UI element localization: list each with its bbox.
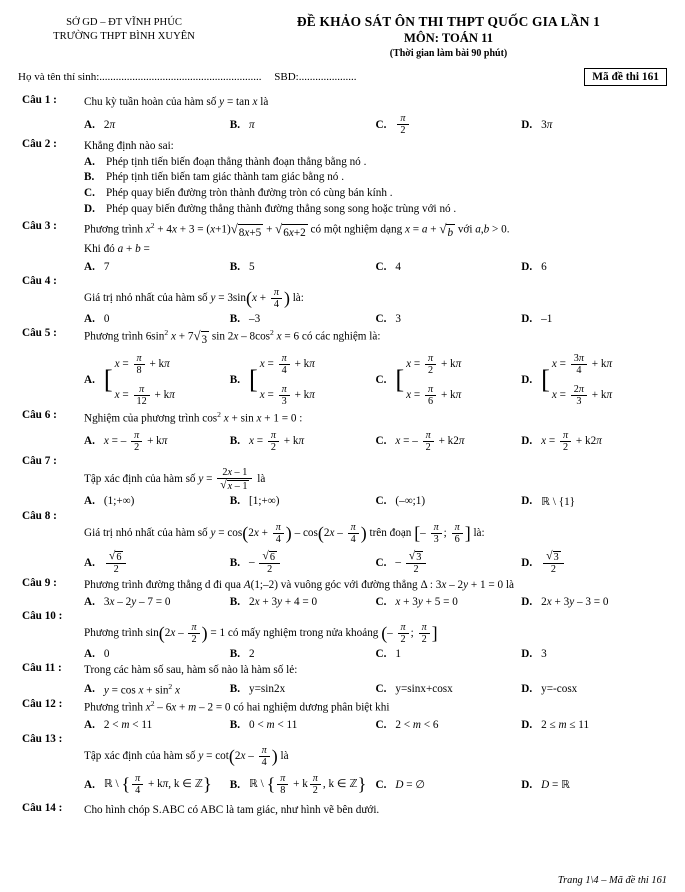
option-letter: A.: [84, 648, 95, 661]
option-letter: B.: [229, 778, 241, 791]
option-text: Phép tịnh tiến biến đoạn thẳng thành đoạn thẳng bằng nó .: [106, 155, 367, 168]
answer-option[interactable]: [376, 719, 522, 731]
option-letter: A.: [84, 118, 95, 131]
answer-option[interactable]: [376, 261, 522, 273]
question-text: Nghiệm của phương trình $\cos^2 x + \sin x + 1 = 0$ :: [84, 409, 303, 425]
question-12: [18, 698, 667, 716]
option-text: 0: [103, 312, 110, 325]
question-text: Phương trình $x^2 - 6x + m - 2 = 0$ có hai nghiệm dương phân biệt khi: [84, 699, 390, 715]
question-6: [18, 409, 667, 427]
option-text: 2 ≤ m ≤ 11: [541, 719, 590, 732]
option-text: 3π: [541, 118, 553, 131]
answer-option[interactable]: [84, 261, 230, 273]
question-3-sub: Khi đó a + b =: [84, 243, 150, 256]
question-label: Câu 2 :: [22, 138, 57, 151]
option-text: ℝ \ { $\frac{\pi}{8}$ + k $\frac{\pi}{2}$ , k ∈ ℤ}: [249, 773, 367, 797]
question-label: Câu 8 :: [22, 509, 57, 522]
exam-code-box: Mã đề thi 161: [584, 68, 667, 86]
answers-13: [18, 773, 667, 796]
question-5: [18, 327, 667, 348]
option-text: y=sinx+cosx: [395, 682, 453, 695]
question-label: Câu 12 :: [22, 698, 63, 711]
question-2: [18, 138, 667, 154]
option-letter: C.: [375, 719, 387, 732]
option-text: 2 < m < 6: [395, 719, 439, 732]
option-text: (1;+∞): [103, 495, 135, 508]
option-text: y=-cosx: [541, 682, 578, 695]
option-letter: B.: [229, 648, 241, 661]
option-text: 5: [249, 260, 255, 273]
option-text: –3: [249, 312, 261, 325]
option-text: D = ℝ: [541, 779, 570, 792]
answer-option[interactable]: [84, 719, 230, 731]
page-header: [18, 14, 667, 59]
answer-option[interactable]: [376, 550, 522, 575]
answer-option[interactable]: [521, 596, 667, 608]
answers-5: [18, 353, 667, 407]
answer-option[interactable]: [230, 719, 376, 731]
answer-option[interactable]: [84, 550, 230, 575]
question-label: Câu 11 :: [22, 662, 62, 675]
option-letter: A.: [84, 260, 95, 273]
question-label: Câu 9 :: [22, 577, 57, 590]
answer-option[interactable]: [84, 773, 230, 796]
fullname-label: Họ và tên thí sinh:: [18, 71, 100, 83]
option-text: [ x = $\frac{3\pi}{4}$ + kπ x = $\frac{2\pi}{3}$ + kπ: [541, 352, 613, 407]
fullname-field[interactable]: ...........................................................: [99, 71, 262, 83]
answer-option[interactable]: [230, 261, 376, 273]
option-text: x = – $\frac{\pi}{2}$ + kπ: [103, 429, 168, 453]
option-text: √ 6 2: [104, 550, 129, 575]
option-letter: D.: [521, 556, 533, 569]
answer-option[interactable]: [521, 119, 667, 131]
answer-option[interactable]: [84, 682, 230, 697]
answer-option[interactable]: [376, 430, 522, 453]
answers-4: [18, 313, 667, 325]
question-11: [18, 662, 667, 678]
option-letter: C.: [375, 648, 387, 661]
option-text: π: [249, 118, 255, 131]
question-label: Câu 13 :: [22, 733, 63, 746]
answer-option[interactable]: [84, 119, 230, 131]
answer-option[interactable]: [376, 113, 522, 136]
option-letter: B.: [84, 171, 95, 184]
option-letter: A.: [84, 682, 95, 695]
option-text: 3x – 2y – 7 = 0: [103, 596, 171, 609]
question-text: Khẳng định nào sai:: [84, 140, 174, 153]
answer-option[interactable]: [376, 353, 522, 407]
sbd-field[interactable]: .....................: [298, 71, 357, 83]
option-text: x = $\frac{\pi}{2}$ + k2π: [541, 429, 602, 453]
candidate-info-line: [18, 68, 667, 86]
option-letter: C.: [84, 187, 95, 200]
exam-title-block: [230, 14, 667, 59]
option-text: 2: [249, 648, 255, 661]
question-label: Câu 3 :: [22, 220, 57, 233]
question-text: Cho hình chóp S.ABC có ABC là tam giác, như hình vẽ bên dưới.: [84, 804, 380, 817]
question-label: Câu 10 :: [22, 610, 63, 623]
answer-option[interactable]: [230, 773, 376, 796]
answer-option[interactable]: [521, 683, 667, 695]
question-13-text: Tập xác định của hàm số y = cot(2x – $\frac{\pi}{4}$ ) là: [84, 745, 289, 769]
question-7-text: Tập xác định của hàm số y = 2x – 1 √ x – 1 là: [84, 466, 266, 492]
option-letter: D.: [521, 596, 533, 609]
answer-option[interactable]: [376, 313, 522, 325]
question-8-text: Giá trị nhỏ nhất của hàm số y = cos(2x + $\frac{\pi}{4}$ ) – cos(2x – $\frac{\pi}{4}$ ) trên đoạn [– $\frac{\pi}{3}$ ; $\frac{\pi}{6}$ ] là:: [84, 521, 485, 545]
option-text: – √ 6 2: [249, 550, 282, 575]
option-letter: D.: [521, 778, 533, 791]
answers-10: [18, 648, 667, 660]
question-label: Câu 14 :: [22, 802, 63, 815]
option-letter: D.: [84, 203, 95, 216]
option-letter: D.: [521, 312, 533, 325]
option-text: 7: [103, 260, 110, 273]
option-letter: A.: [84, 155, 95, 168]
option-letter: B.: [229, 435, 241, 448]
option-text: √ 3 2: [541, 550, 566, 575]
question-label: Câu 4 :: [22, 274, 57, 287]
answers-11: [18, 682, 667, 697]
option-text: – √ 3 2: [395, 550, 428, 575]
option-text: x = – $\frac{\pi}{2}$ + k2π: [395, 429, 465, 453]
question-8: [18, 510, 667, 522]
option-letter: D.: [521, 373, 533, 386]
option-letter: B.: [229, 596, 241, 609]
option-text: Phép tịnh tiến biến tam giác thành tam giác bằng nó .: [106, 171, 344, 184]
page-title: ĐỀ KHẢO SÁT ÔN THI THPT QUỐC GIA LẦN 1: [296, 14, 601, 29]
answer-option[interactable]: [521, 778, 667, 791]
answer-option[interactable]: [84, 648, 230, 660]
question-label: Câu 1 :: [22, 94, 57, 106]
option-text: $\frac{\pi}{2}$: [395, 113, 410, 136]
option-text: –1: [541, 312, 553, 325]
option-letter: A.: [84, 778, 95, 791]
statement-option[interactable]: [84, 155, 667, 171]
answer-option[interactable]: [376, 648, 522, 660]
question-14: [18, 802, 667, 818]
option-text: x = $\frac{\pi}{2}$ + kπ: [249, 429, 305, 453]
question-text: Phương trình $x^2 + 4x + 3 = (x+1)$ √ 8x+5 + √ 6x+2 có một nghiệm dạng x = a + √ b với a,b > 0.: [84, 220, 667, 241]
answer-option[interactable]: [521, 353, 667, 407]
school-name: TRƯỜNG THPT BÌNH XUYÊN: [53, 30, 195, 42]
option-text: [ x = $\frac{\pi}{2}$ + kπ x = $\frac{\pi}{6}$ + kπ: [395, 352, 462, 407]
question-label: Câu 7 :: [22, 454, 57, 467]
question-13: [18, 733, 667, 745]
answers-1: [18, 113, 667, 136]
answer-option[interactable]: [230, 313, 376, 325]
question-label: Câu 6 :: [22, 408, 57, 421]
option-text: 3: [541, 648, 547, 661]
answer-option[interactable]: [521, 550, 667, 575]
question-text: Phương trình $6\sin^2$ x + 7 √ 3 $\sin 2x - 8\cos^2$ x = 6 có các nghiệm là:: [84, 327, 667, 348]
question-7: [18, 455, 667, 467]
option-letter: B.: [229, 556, 241, 569]
answer-option[interactable]: [521, 261, 667, 273]
option-text: 2x + 3y – 3 = 0: [541, 596, 609, 609]
answer-option[interactable]: [230, 430, 376, 453]
question-3: [18, 220, 667, 241]
option-text: Phép quay biến đường tròn thành đường tròn có cùng bán kính .: [106, 187, 393, 200]
option-letter: B.: [229, 312, 241, 325]
option-letter: C.: [375, 373, 387, 386]
option-text: 4: [395, 260, 401, 273]
answer-option[interactable]: [230, 353, 376, 407]
option-text: (–∞;1): [395, 495, 426, 508]
statement-option[interactable]: [84, 186, 667, 202]
option-letter: D.: [521, 435, 533, 448]
option-text: 6: [541, 260, 547, 273]
statement-option[interactable]: [84, 202, 667, 218]
option-text: 0 < m < 11: [249, 719, 298, 732]
answer-option[interactable]: [521, 495, 667, 508]
answer-option[interactable]: [521, 719, 667, 731]
option-letter: C.: [375, 682, 387, 695]
option-letter: C.: [375, 118, 387, 131]
option-text: ℝ \ {1}: [541, 495, 576, 508]
answer-option[interactable]: [84, 596, 230, 608]
answer-option[interactable]: [84, 353, 230, 407]
option-text: ℝ \ { $\frac{\pi}{4}$ + kπ, k ∈ ℤ}: [103, 773, 212, 797]
option-letter: D.: [521, 682, 533, 695]
option-letter: A.: [84, 312, 95, 325]
answers-3: [18, 261, 667, 273]
question-10-text: Phương trình sin(2x – $\frac{\pi}{2}$ ) = 1 có mấy nghiệm trong nửa khoảng (– $\frac{\pi}{2}$ ; $\frac{\pi}{2}$ ]: [84, 622, 438, 646]
option-text: x + 3y + 5 = 0: [395, 596, 458, 609]
option-letter: A.: [84, 556, 95, 569]
option-letter: C.: [375, 495, 387, 508]
option-letter: B.: [229, 118, 241, 131]
question-10: [18, 610, 667, 622]
option-letter: B.: [229, 682, 241, 695]
option-letter: C.: [375, 556, 387, 569]
answers-6: [18, 430, 667, 453]
option-text: 2 < m < 11: [103, 719, 153, 732]
option-letter: B.: [229, 373, 241, 386]
option-letter: C.: [375, 435, 387, 448]
option-letter: B.: [229, 495, 241, 508]
answer-option[interactable]: [84, 430, 230, 453]
answer-option[interactable]: [521, 430, 667, 453]
option-text: y=sin2x: [249, 682, 286, 695]
answer-option[interactable]: [230, 683, 376, 695]
option-letter: C.: [375, 596, 387, 609]
question-9: [18, 577, 667, 593]
answers-7: [18, 495, 667, 508]
answers-12: [18, 719, 667, 731]
question-text: Phương trình đường thẳng d đi qua A(1;–2) và vuông góc với đường thẳng Δ : 3x – 2y + 1 = 0 là: [84, 579, 514, 592]
question-4-text: Giá trị nhỏ nhất của hàm số y = 3sin(x + $\frac{\pi}{4}$ ) là:: [84, 286, 304, 310]
option-text: D = ∅: [395, 779, 426, 792]
option-letter: D.: [521, 648, 533, 661]
duration-note: (Thời gian làm bài 90 phút): [389, 48, 508, 59]
answer-option[interactable]: [230, 495, 376, 507]
answers-8: [18, 550, 667, 575]
statement-option[interactable]: [84, 170, 667, 186]
option-letter: B.: [229, 260, 241, 273]
option-text: 2π: [103, 118, 116, 131]
option-letter: D.: [521, 118, 533, 131]
question-text: Chu kỳ tuần hoàn của hàm số y = tan x là: [84, 96, 269, 108]
answer-option[interactable]: [230, 550, 376, 575]
option-letter: C.: [375, 312, 387, 325]
option-text: [1;+∞): [249, 495, 280, 508]
answers-9: [18, 596, 667, 608]
option-text: [ x = $\frac{\pi}{4}$ + kπ x = $\frac{\pi}{3}$ + kπ: [249, 352, 315, 407]
statements-2: [18, 155, 667, 219]
option-letter: D.: [521, 495, 533, 508]
answer-option[interactable]: [376, 495, 522, 507]
option-letter: C.: [375, 260, 387, 273]
answer-option[interactable]: [230, 596, 376, 608]
option-text: 2x + 3y + 4 = 0: [249, 596, 318, 609]
answer-option[interactable]: [230, 648, 376, 660]
school-block: [18, 14, 230, 43]
option-letter: C.: [375, 778, 387, 791]
answer-option[interactable]: [84, 313, 230, 325]
option-text: [ x = $\frac{\pi}{8}$ + kπ x = $\frac{\pi}{12}$ + kπ: [103, 352, 175, 407]
option-letter: A.: [84, 373, 95, 386]
answer-option[interactable]: [376, 683, 522, 695]
option-letter: A.: [84, 596, 95, 609]
answer-option[interactable]: [376, 596, 522, 608]
option-letter: A.: [84, 719, 95, 732]
option-letter: A.: [84, 495, 95, 508]
option-text: Phép quay biến đường thẳng thành đường thẳng song song hoặc trùng với nó .: [106, 203, 457, 216]
question-label: Câu 5 :: [22, 326, 57, 339]
answer-option[interactable]: [521, 313, 667, 325]
sbd-label: SBD:: [274, 71, 299, 83]
answer-option[interactable]: [230, 119, 376, 131]
option-letter: D.: [521, 260, 533, 273]
option-text: 1: [395, 648, 401, 661]
question-text: Trong các hàm số sau, hàm số nào là hàm số lẻ:: [84, 664, 298, 677]
option-text: 3: [395, 312, 401, 325]
option-letter: B.: [229, 719, 241, 732]
option-text: $y = \cos x + \sin^2 x$: [103, 681, 180, 697]
option-letter: D.: [521, 719, 533, 732]
answer-option[interactable]: [521, 648, 667, 660]
subject-title: MÔN: TOÁN 11: [403, 31, 494, 45]
option-letter: A.: [84, 435, 95, 448]
question-4: [18, 275, 667, 287]
answer-option[interactable]: [376, 778, 522, 791]
question-1: [18, 94, 667, 110]
option-text: 0: [103, 648, 110, 661]
questions-list: [18, 94, 667, 819]
page-footer: Trang 1\4 – Mã đề thi 161: [557, 875, 667, 886]
department-name: SỞ GD – ĐT VĨNH PHÚC: [66, 17, 182, 28]
answer-option[interactable]: [84, 495, 230, 507]
